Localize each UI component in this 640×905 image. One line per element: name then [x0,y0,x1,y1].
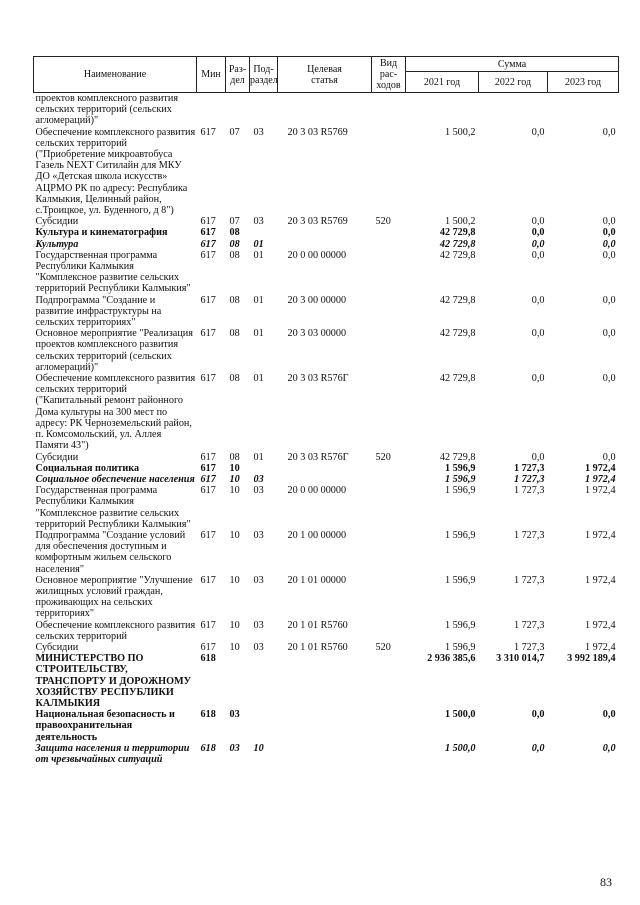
row-vid [372,530,406,575]
table-row [34,642,619,653]
table-row [34,474,619,485]
row-vid [372,709,406,743]
row-vid [372,93,406,127]
row-celevaya [278,653,372,709]
row-value-2022: 0,0 [531,451,545,463]
row-min: 617 [200,619,216,631]
row-value-2022: 0,0 [531,126,545,138]
row-min: 617 [200,328,216,340]
row-podrazdel [250,463,278,474]
table-row [34,250,619,295]
header-name: Наименование [34,57,197,93]
row-min: 617 [200,462,216,474]
row-celevaya: 20 3 03 R576Г [287,451,349,463]
row-value-2022: 0,0 [531,249,545,261]
row-vid: 520 [375,451,391,463]
row-vid [372,250,406,295]
row-name: Подпрограмма "Создание условий для обеспечения доступным и комфортным жильем сельского населения" [35,529,186,575]
row-min: 617 [200,641,216,653]
row-value-2023: 0,0 [602,709,616,721]
row-min: 617 [200,126,216,138]
row-value-2022: 0,0 [531,373,545,385]
row-celevaya [278,743,372,765]
row-name: Субсидии [35,216,79,228]
row-value-2023: 0,0 [602,126,616,138]
row-value-2022: 0,0 [531,709,545,721]
row-vid [372,743,406,765]
row-celevaya [278,709,372,743]
row-podrazdel: 03 [253,641,264,653]
row-value-2022: 0,0 [531,294,545,306]
row-razdel: 08 [229,249,240,261]
row-value-2021: 42 729,8 [439,451,476,463]
table-row [34,709,619,743]
row-celevaya: 20 1 01 R5760 [287,641,348,653]
row-value-2021: 42 729,8 [439,238,476,250]
row-min: 618 [200,742,216,754]
row-vid [372,239,406,250]
row-value-2021: 1 596,9 [444,574,476,586]
row-name: Национальная безопасность и правоохранительная деятельность [35,709,175,743]
row-value-2022: 1 727,3 [513,462,545,474]
row-min: 617 [200,238,216,250]
row-name: Обеспечение комплексного развития сельских территорий [35,619,196,642]
row-razdel: 08 [229,451,240,463]
row-value-2022: 1 727,3 [513,619,545,631]
row-value-2023: 0,0 [602,294,616,306]
budget-document [33,56,618,765]
row-value-2021: 2 936 385,6 [427,653,476,665]
row-podrazdel: 03 [253,473,264,485]
row-min: 617 [200,473,216,485]
row-razdel: 08 [229,227,240,239]
row-value-2023: 3 992 189,4 [567,653,616,665]
row-razdel [226,653,250,709]
row-min: 617 [200,294,216,306]
row-value-2023: 1 972,4 [584,574,616,586]
row-celevaya: 20 1 00 00000 [287,529,347,541]
row-podrazdel: 03 [253,574,264,586]
row-name: Подпрограмма "Создание и развитие инфраструктуры на сельских территориях" [35,294,162,329]
row-name: Субсидии [35,451,79,463]
table-row [34,620,619,642]
row-value-2023: 0,0 [602,742,616,754]
row-value-2023: 0,0 [602,328,616,340]
row-vid: 520 [375,641,391,653]
row-celevaya: 20 1 01 R5760 [287,619,348,631]
row-razdel: 10 [229,473,240,485]
row-min: 617 [200,227,216,239]
row-razdel: 10 [229,485,240,497]
table-row [34,743,619,765]
row-celevaya: 20 3 03 R576Г [287,373,349,385]
row-razdel: 07 [229,126,240,138]
row-name: Обеспечение комплексного развития сельских территорий ("Капитальный ремонт районного Дома культуры на 300 мест по адресу: РК Черноземельский район, п. Комсомольский, ул. Аллея Памяти 43") [35,373,196,452]
row-name: МИНИСТЕРСТВО ПО СТРОИТЕЛЬСТВУ, ТРАНСПОРТУ И ДОРОЖНОМУ ХОЗЯЙСТВУ РЕСПУБЛИКИ КАЛМЫКИЯ [35,653,192,709]
header-celevaya: Целевая статья [278,57,372,93]
row-min: 617 [200,485,216,497]
row-value-2022: 1 727,3 [513,485,545,497]
row-value-2022: 0,0 [531,227,545,239]
header-razdel: Раз- дел [226,57,250,93]
row-vid: 520 [375,216,391,228]
row-name: Социальное обеспечение населения [35,473,195,485]
row-value-2022: 1 727,3 [513,473,545,485]
table-row [34,530,619,575]
row-vid [372,463,406,474]
table-row [34,227,619,238]
row-podrazdel: 03 [253,529,264,541]
row-value-2023: 0,0 [602,238,616,250]
row-podrazdel: 01 [253,238,264,250]
row-razdel: 10 [229,641,240,653]
header-summa: Сумма [406,57,619,72]
row-razdel: 07 [229,216,240,228]
row-value-2021: 1 596,9 [444,641,476,653]
row-vid [372,127,406,217]
table-row [34,93,619,127]
row-value-2021: 1 596,9 [444,462,476,474]
row-podrazdel: 10 [253,742,264,754]
row-celevaya [278,463,372,474]
table-row [34,328,619,373]
row-value-2022: 0,0 [531,742,545,754]
row-value-2023: 0,0 [602,373,616,385]
row-min: 618 [200,709,216,721]
row-name: Субсидии [35,641,79,653]
row-vid [372,653,406,709]
row-vid [372,620,406,642]
header-podrazdel: Под- раздел [250,57,278,93]
row-razdel [226,93,250,127]
row-value-2023: 1 972,4 [584,462,616,474]
row-value-2021: 1 596,9 [444,473,476,485]
row-celevaya: 20 3 03 R5769 [287,216,348,228]
row-value-2021: 1 500,2 [444,126,476,138]
row-podrazdel: 01 [253,451,264,463]
row-value-2023: 1 972,4 [584,529,616,541]
header-year-2022: 2022 год [479,72,548,93]
row-min: 617 [200,373,216,385]
row-celevaya: 20 3 03 R5769 [287,126,348,138]
header-min: Мин [197,57,226,93]
row-podrazdel: 01 [253,249,264,261]
row-value-2023: 1 972,4 [584,485,616,497]
row-celevaya [278,227,372,238]
row-razdel: 10 [229,619,240,631]
row-value-2022: 0,0 [531,238,545,250]
row-vid [372,328,406,373]
row-value-2022: 0,0 [531,328,545,340]
table-row [34,463,619,474]
row-razdel: 03 [229,709,240,721]
row-name: Обеспечение комплексного развития сельских территорий ("Приобретение микроавтобуса Газель NEXT Ситилайн для МКУ ДО «Детская школа искусств» АЦРМО РК по адресу: Республика Калмыкия, Целинный район, с.Троицкое, ул. Буденного, д 8") [35,126,196,217]
row-value-2021: 1 500,0 [444,709,476,721]
row-value-2021: 42 729,8 [439,227,476,239]
row-value-2023: 1 972,4 [584,641,616,653]
row-value-2022: 1 727,3 [513,574,545,586]
row-podrazdel: 03 [253,216,264,228]
row-value-2022: 1 727,3 [513,529,545,541]
row-razdel: 08 [229,373,240,385]
header-year-2021: 2021 год [406,72,479,93]
row-celevaya: 20 3 03 00000 [287,328,347,340]
row-vid [372,485,406,530]
table-row [34,216,619,227]
row-name: Культура и кинематография [35,227,168,239]
row-celevaya [278,474,372,485]
row-razdel: 03 [229,742,240,754]
row-vid [372,575,406,620]
row-value-2022: 0,0 [531,216,545,228]
row-value-2021: 1 596,9 [444,529,476,541]
row-value-2023: 0,0 [602,227,616,239]
row-celevaya: 20 1 01 00000 [287,574,347,586]
table-row [34,295,619,329]
table-row [34,575,619,620]
budget-table [33,56,619,765]
table-row [34,239,619,250]
row-vid [372,373,406,451]
row-min: 617 [200,249,216,261]
row-podrazdel [250,93,278,127]
row-value-2021: 42 729,8 [439,328,476,340]
row-razdel: 10 [229,574,240,586]
row-value-2023: 0,0 [602,451,616,463]
row-value-2021: 42 729,8 [439,373,476,385]
row-podrazdel: 01 [253,373,264,385]
row-vid [372,227,406,238]
row-razdel: 08 [229,238,240,250]
table-row [34,373,619,451]
row-name: Защита населения и территории от чрезвычайных ситуаций [35,742,190,765]
row-name: Основное мероприятие "Улучшение жилищных условий граждан, проживающих на сельских территориях" [35,574,193,620]
table-row [34,452,619,463]
row-celevaya: 20 0 00 00000 [287,485,347,497]
row-podrazdel [250,653,278,709]
header-vid: Вид рас- ходов [372,57,406,93]
row-min: 617 [200,529,216,541]
row-razdel: 08 [229,328,240,340]
row-value-2021: 1 500,2 [444,216,476,228]
row-name: Культура [35,238,79,250]
row-value-2022: 3 310 014,7 [496,653,545,665]
table-row [34,653,619,709]
row-podrazdel [250,227,278,238]
row-podrazdel: 03 [253,485,264,497]
row-min: 618 [200,653,216,665]
row-vid [372,474,406,485]
row-podrazdel: 01 [253,294,264,306]
row-value-2021: 42 729,8 [439,294,476,306]
row-value-2023: 0,0 [602,216,616,228]
row-name: Основное мероприятие "Реализация проектов комплексного развития сельских территорий (сельских агломераций)" [35,328,193,373]
row-value-2021: 1 596,9 [444,485,476,497]
row-min: 617 [200,451,216,463]
row-celevaya [278,239,372,250]
row-name: Государственная программа Республики Калмыкия "Комплексное развитие сельских территорий Республики Калмыкия" [35,485,191,530]
row-podrazdel [250,709,278,743]
table-row [34,127,619,217]
row-value-2021: 1 500,0 [444,742,476,754]
row-value-2022 [479,93,548,127]
row-min: 617 [200,574,216,586]
row-celevaya: 20 3 00 00000 [287,294,347,306]
row-celevaya: 20 0 00 00000 [287,249,347,261]
row-value-2023: 1 972,4 [584,473,616,485]
page-number: 83 [600,875,612,889]
row-value-2023 [548,93,619,127]
row-name: Государственная программа Республики Калмыкия "Комплексное развитие сельских территорий Республики Калмыкия" [35,249,191,295]
header-year-2023: 2023 год [548,72,619,93]
row-vid [372,295,406,329]
row-podrazdel: 01 [253,328,264,340]
table-body [34,93,619,766]
row-value-2021: 42 729,8 [439,249,476,261]
table-header [34,57,619,93]
row-celevaya [278,93,372,127]
row-value-2022: 1 727,3 [513,641,545,653]
row-value-2023: 1 972,4 [584,619,616,631]
row-podrazdel: 03 [253,126,264,138]
row-name: Социальная политика [35,462,140,474]
row-value-2021: 1 596,9 [444,619,476,631]
row-podrazdel: 03 [253,619,264,631]
row-min: 617 [200,216,216,228]
row-razdel: 10 [229,529,240,541]
row-razdel: 08 [229,294,240,306]
row-value-2023: 0,0 [602,249,616,261]
row-value-2021 [406,93,479,127]
table-row [34,485,619,530]
row-razdel: 10 [229,462,240,474]
row-min [197,93,226,127]
row-name: проектов комплексного развития сельских территорий (сельских агломераций)" [35,93,179,127]
